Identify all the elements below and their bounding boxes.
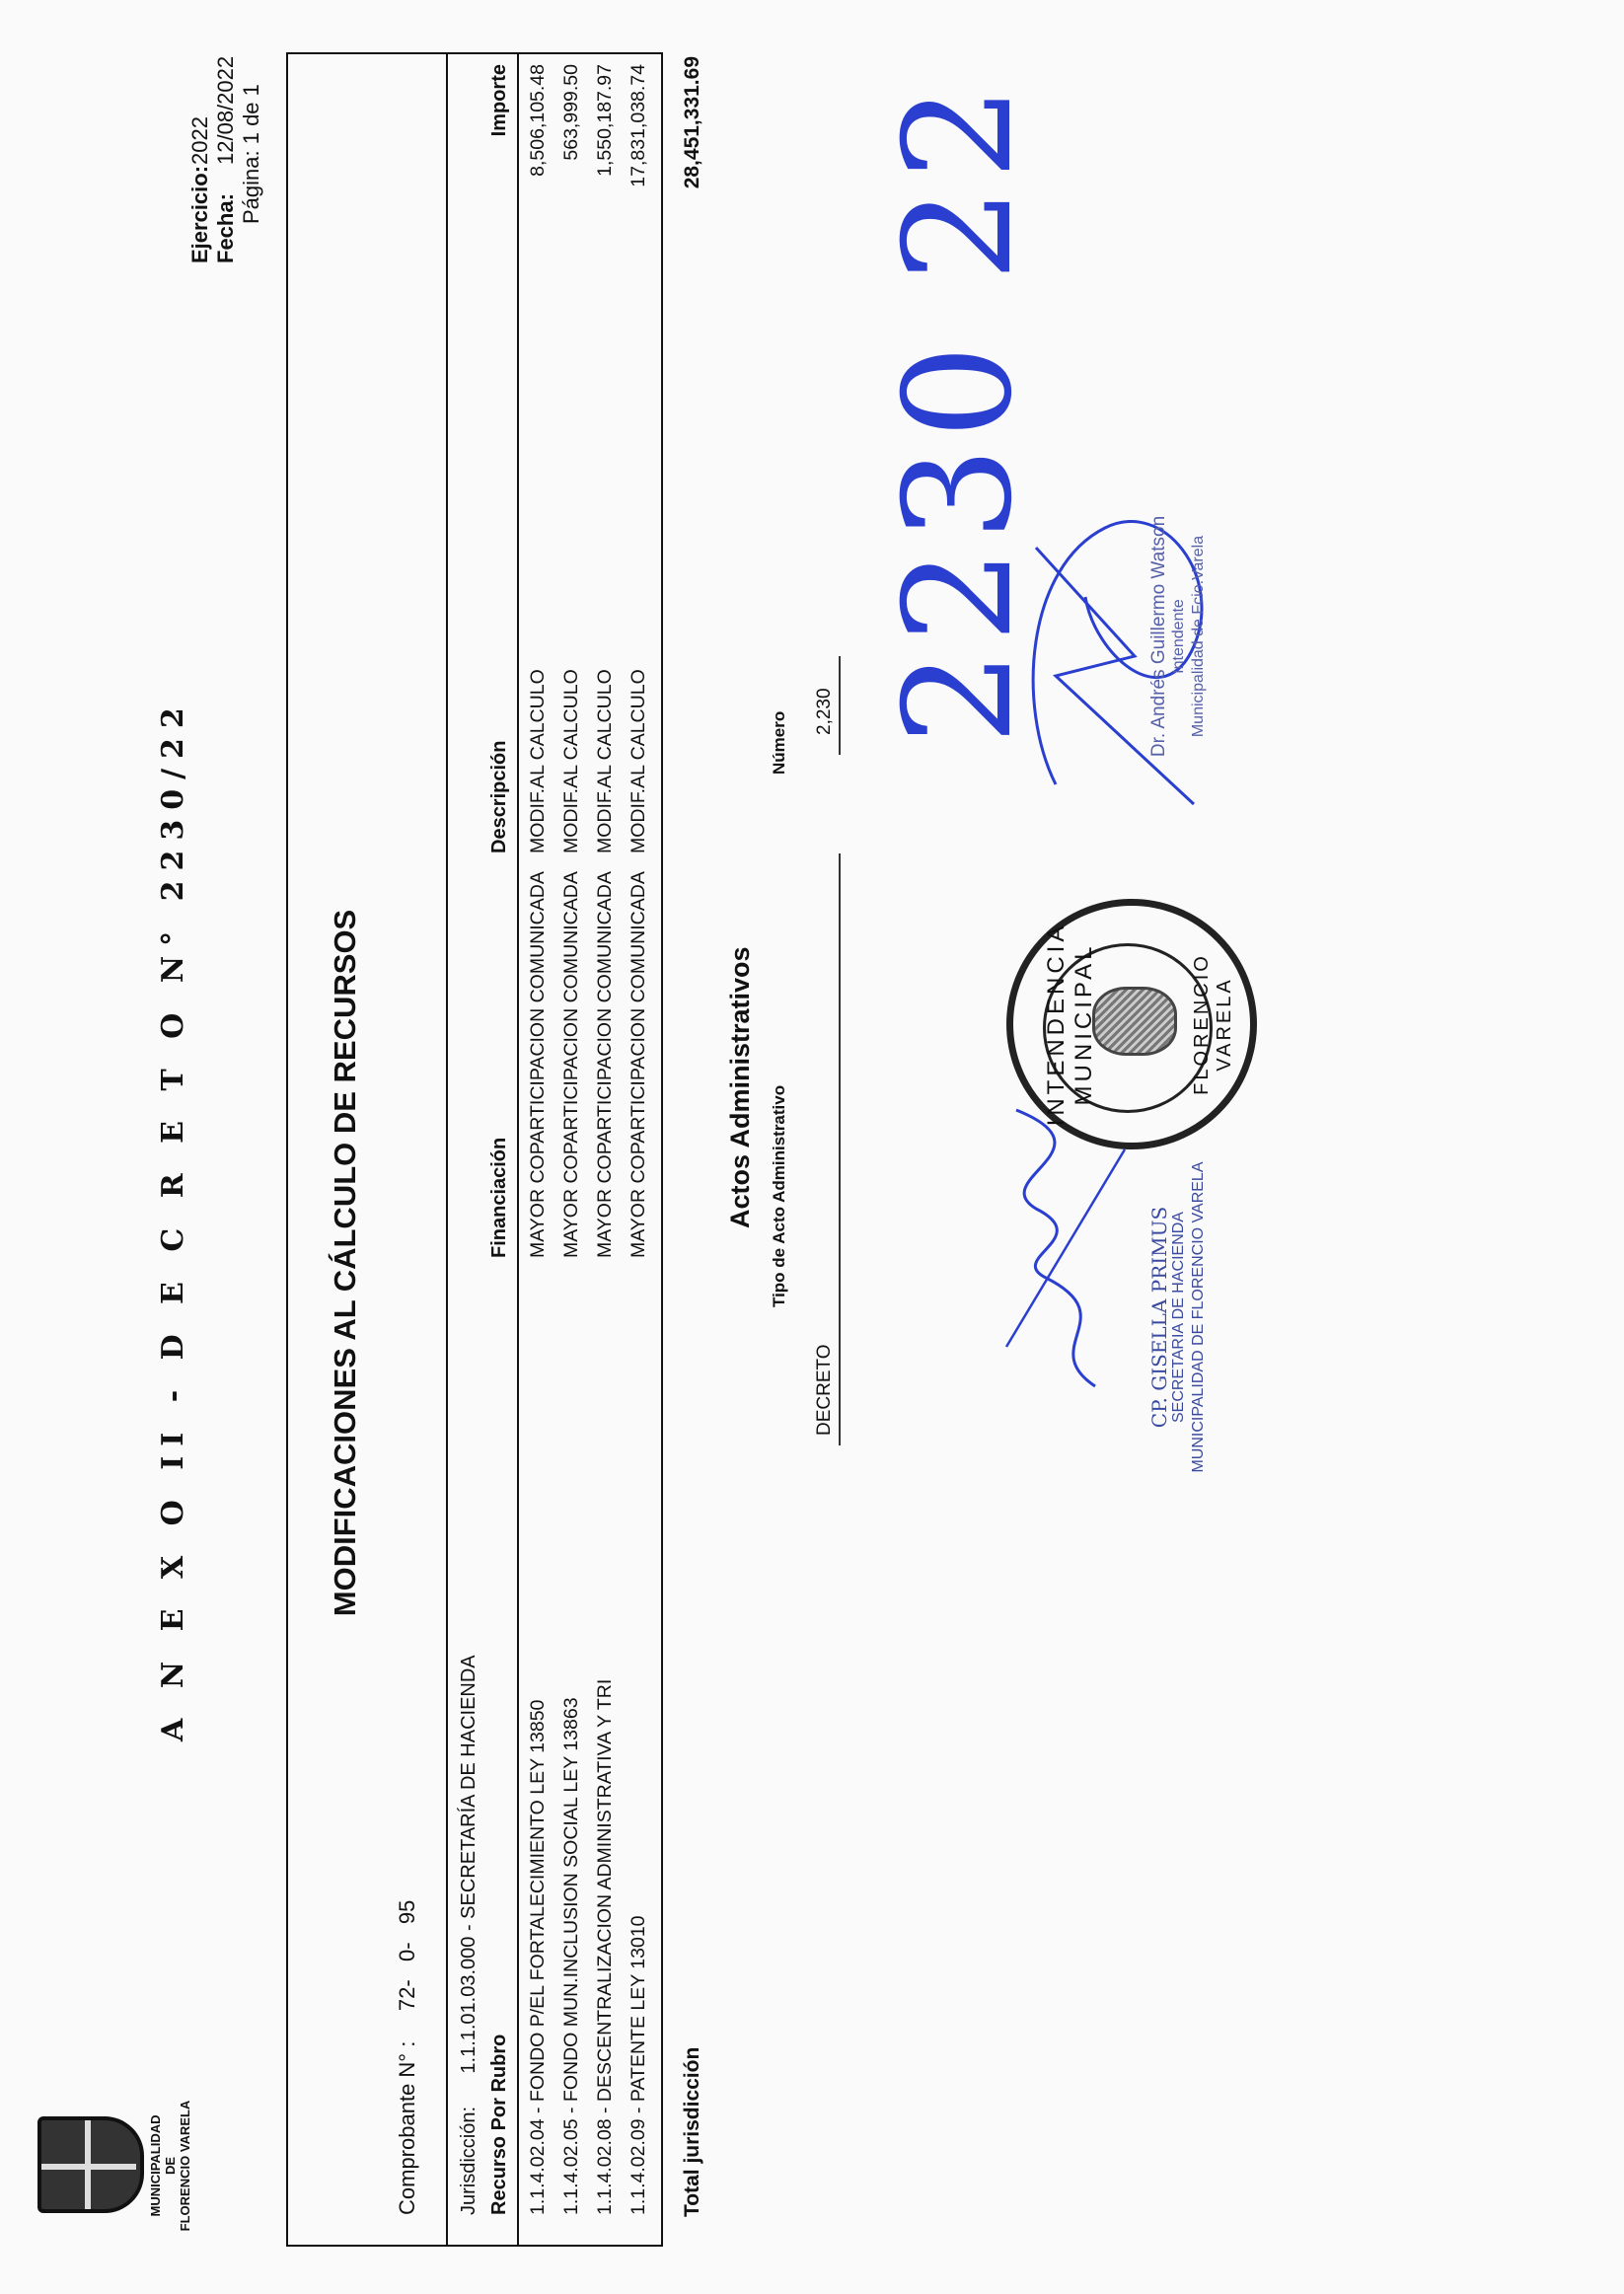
actos-numero-value: 2,230: [814, 688, 835, 735]
signer-role-right: Intendente: [1170, 599, 1187, 674]
anexo-title: A N E X O II - D E C R E T O N° 2230/22: [156, 698, 190, 1741]
row-financiacion: MAYOR COPARTICIPACION COMUNICADA: [594, 871, 616, 1258]
table-row: [627, 54, 661, 2245]
row-financiacion: MAYOR COPARTICIPACION COMUNICADA: [527, 871, 549, 1258]
signer-role-left: SECRETARIA DE HACIENDA: [1170, 1212, 1187, 1423]
jurisdiccion-value: 1.1.1.01.03.000 - SECRETARÍA DE HACIENDA: [458, 1655, 480, 2074]
total-row: [681, 56, 720, 2247]
row-financiacion: MAYOR COPARTICIPACION COMUNICADA: [560, 871, 582, 1258]
ejercicio-value: 2022: [187, 116, 212, 165]
fecha-value: 12/08/2022: [213, 55, 238, 165]
actos-numero-header: Número: [770, 710, 788, 775]
row-rubro: 1.1.4.02.04 - FONDO P/EL FORTALECIMIENTO LEY 13850: [527, 1699, 549, 2215]
exercise-info: [187, 56, 264, 263]
logo-text-line-2: DE: [163, 2156, 178, 2176]
table-row: [594, 54, 627, 2245]
page-number: Página: 1 de 1: [239, 84, 263, 224]
row-importe: 17,831,038.74: [627, 64, 649, 187]
actos-tipo-value: DECRETO: [814, 1344, 835, 1436]
coat-of-arms-icon: [37, 2116, 144, 2213]
comprobante-label: Comprobante N° :: [395, 2040, 419, 2215]
ejercicio-label: Ejercicio:: [187, 165, 212, 263]
actos-title: Actos Administrativos: [725, 946, 755, 1228]
row-descripcion: MODIF.AL CALCULO: [560, 669, 582, 853]
row-descripcion: MODIF.AL CALCULO: [527, 669, 549, 853]
signature-block-left: [1149, 1071, 1209, 1564]
header-importe: Importe: [488, 64, 510, 137]
row-rubro: 1.1.4.02.05 - FONDO MUN.INCLUSION SOCIAL LEY 13863: [560, 1697, 582, 2215]
row-financiacion: MAYOR COPARTICIPACION COMUNICADA: [627, 871, 649, 1258]
actos-numero-underline: [839, 656, 841, 755]
total-value: 28,451,331.69: [681, 56, 703, 189]
row-descripcion: MODIF.AL CALCULO: [627, 669, 649, 853]
signer-name-right: Dr. Andrés Guillermo Watson: [1148, 515, 1169, 758]
page-title: MODIFICACIONES AL CÁLCULO DE RECURSOS: [328, 909, 362, 1617]
resources-table: [444, 52, 663, 2247]
header-descripcion: Descripción: [488, 740, 510, 853]
jurisdiccion: [458, 1655, 480, 2215]
title-box: [286, 52, 448, 2247]
header-rubro: Recurso Por Rubro: [488, 2034, 510, 2215]
actos-tipo-underline: [839, 853, 841, 1445]
stamped-decree-number: 2230 22: [873, 77, 1045, 745]
fecha-label: Fecha:: [213, 193, 238, 263]
signer-name-left: CP. GISELLA PRIMUS: [1147, 1206, 1171, 1429]
seal-emblem-icon: [1092, 987, 1177, 1056]
signature-block-right: [1149, 429, 1209, 844]
jurisdiccion-label: Jurisdicción:: [458, 2106, 480, 2215]
seal-text-bottom: FLORENCIO VARELA: [1191, 953, 1235, 1095]
row-descripcion: MODIF.AL CALCULO: [594, 669, 616, 853]
actos-tipo-header: Tipo de Acto Administrativo: [770, 1084, 788, 1307]
row-importe: 8,506,105.48: [527, 64, 549, 177]
row-importe: 563,999.50: [560, 64, 582, 161]
logo-text-line-1: MUNICIPALIDAD: [148, 2114, 163, 2217]
seal-text-top: INTENDENCIA MUNICIPAL: [1043, 922, 1097, 1127]
signature-watson: [997, 469, 1253, 824]
signer-org-right: Municipalidad de Fcio.Varela: [1190, 535, 1207, 738]
total-label: Total jurisdicción: [681, 2046, 703, 2217]
header-financiacion: Financiación: [488, 1137, 510, 1258]
signer-org-left: MUNICIPALIDAD DE FLORENCIO VARELA: [1190, 1161, 1207, 1473]
row-rubro: 1.1.4.02.08 - DESCENTRALIZACION ADMINISTRATIVA Y TRI: [594, 1678, 616, 2215]
logo-text-line-3: FLORENCIO VARELA: [178, 2100, 192, 2232]
municipal-logo: [30, 2057, 237, 2264]
row-importe: 1,550,187.97: [594, 64, 616, 177]
signature-primus: [977, 1051, 1135, 1406]
table-row: [560, 54, 594, 2245]
comprobante: [395, 1900, 420, 2215]
table-row: [527, 54, 560, 2245]
comprobante-value: 72- 0- 95: [395, 1899, 419, 2012]
header-divider: [517, 54, 519, 2245]
row-rubro: 1.1.4.02.09 - PATENTE LEY 13010: [627, 1915, 649, 2215]
